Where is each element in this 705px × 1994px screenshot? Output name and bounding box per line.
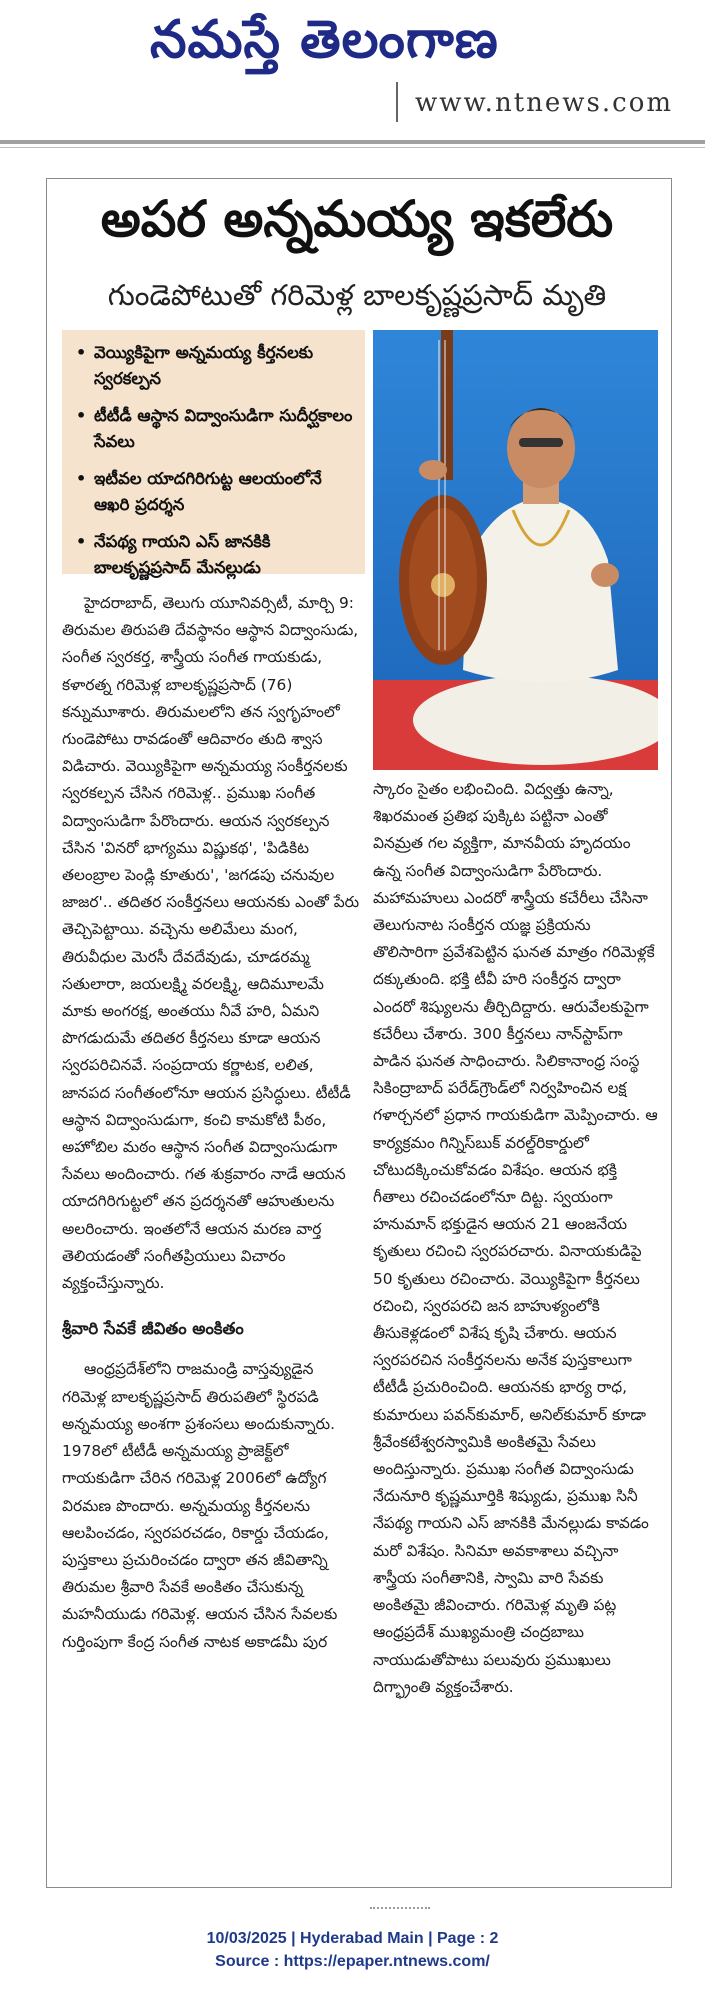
masthead-rule [0, 140, 705, 144]
article-body-right [373, 776, 658, 1701]
footer-source[interactable]: Source : https://epaper.ntnews.com/ [215, 1953, 490, 1970]
bullet-icon: • [76, 469, 87, 488]
highlights-box [62, 330, 365, 577]
masthead-divider [396, 82, 398, 122]
masthead [0, 0, 705, 150]
body-paragraph: ఆంధ్రప్రదేశ్‌లోని రాజమండ్రి వాస్తవ్యుడైన గరిమెళ్ల బాలకృష్ణప్రసాద్ తిరుపతిలో స్థిరపడి అన్నమయ్య అంశగా ప్రశంసలు అందుకున్నారు. 1978లో టీటీడీ అన్నమయ్య ప్రాజెక్ట్‌లో గాయకుడిగా చేరిన గరిమెళ్ల 2006లో ఉద్యోగ విరమణ పొందారు. అన్నమయ్య కీర్తనలను ఆలపించడం, స్వరపరచడం, రికార్డు చేయడం, పుస్తకాలు ప్రచురించడం ద్వారా తన జీవితాన్ని తిరుమల శ్రీవారి సేవకే అంకితం చేసుకున్న మహనీయుడు గరిమెళ్ల. ఆయన చేసిన సేవలకు గుర్తింపుగా కేంద్ర సంగీత నాటక అకాడమీ పుర [62, 1360, 338, 1651]
bullet-icon: • [76, 343, 87, 362]
article-photo [373, 330, 658, 770]
bullet-icon: • [76, 406, 87, 425]
bullet-icon: • [76, 532, 87, 551]
article-subheadline: గుండెపోటుతో గరిమెళ్ల బాలకృష్ణప్రసాద్ మృతి [107, 278, 607, 312]
article-headline: అపర అన్నమయ్య ఇకలేరు [100, 190, 614, 248]
highlight-item [74, 403, 359, 455]
highlight-text: వెయ్యికిపైగా అన్నమయ్య కీర్తనలకు స్వరకల్పన [94, 343, 314, 388]
article-body-left [62, 590, 362, 1656]
highlight-item [74, 466, 359, 518]
masthead-rule-thin [0, 147, 705, 148]
highlight-text: ఇటీవల యాదగిరిగుట్ట ఆలయంలోనే ఆఖరి ప్రదర్శన [94, 469, 322, 514]
newspaper-logo[interactable]: నమస్తే తెలంగాణ [150, 10, 499, 70]
highlights-list [62, 330, 365, 581]
highlight-text: నేపథ్య గాయని ఎస్ జానకికి బాలకృష్ణప్రసాద్ మేనల్లుడు [94, 532, 271, 577]
highlight-item [74, 340, 359, 392]
highlight-item [74, 529, 359, 581]
highlight-text: టీటీడీ ఆస్థాన విద్వాంసుడిగా సుదీర్ఘకాలం సేవలు [94, 406, 353, 451]
footer-divider [370, 1907, 430, 1912]
section-subhead: శ్రీవారి సేవకే జీవితం అంకితం [62, 1319, 244, 1339]
body-paragraph: హైదరాబాద్, తెలుగు యూనివర్సిటీ, మార్చి 9: తిరుమల తిరుపతి దేవస్థానం ఆస్థాన విద్వాంసుడు, సంగీత స్వరకర్త, శాస్త్రీయ సంగీత గాయకుడు, కళారత్న గరిమెళ్ల బాలకృష్ణప్రసాద్ (76) కన్నుమూశారు. తిరుమలలోని తన స్వగృహంలో గుండెపోటు రావడంతో ఆదివారం తుది శ్వాస విడిచారు. వెయ్యికిపైగా అన్నమయ్య సంకీర్తనలకు స్వరకల్పన చేసిన గరిమెళ్ల.. ప్రముఖ సంగీత విద్వాంసుడిగా పేరొందారు. ఆయన స్వరకల్పన చేసిన 'వినరో భాగ్యము విష్ణుకథ', 'పిడికిట తలంబ్రాల పెండ్లి కూతురు', 'జగడపు చనువుల జాజర'.. తదితర సంకీర్తనలు ఆయనకు ఎంతో పేరు తెచ్చిపెట్టాయి. వచ్చెను అలిమేలు మంగ, తిరువీధుల మెరసీ దేవదేవుడు, చూడరమ్మ సతులారా, జయలక్ష్మి వరలక్ష్మి, ఆదిమూలమే మాకు అంగరక్ష, అంతయు నీవే హరి, ఏమని పొగడుదుమే తదితర కీర్తనలు కూడా ఆయన స్వరపరిచినవే. సంప్రదాయ కర్ణాటక, లలిత, జానపద సంగీతంలోనూ ఆయన ప్రసిద్ధులు. టీటీడీ ఆస్థాన విద్వాంసుడుగా, కంచి కామకోటి పీఠం, అహోబిల మఠం ఆస్థాన సంగీత విద్వాంసుడుగా సేవలు అందించారు. గత శుక్రవారం నాడే ఆయన యాదగిరిగుట్టలో తన ప్రదర్శనతో ఆహుతులను అలరించారు. ఇంతలోనే ఆయన మరణ వార్త తెలియడంతో సంగీతప్రియులు విచారం వ్యక్తంచేస్తున్నారు. [62, 594, 360, 1293]
website-fragment: www.ntnews.com [415, 88, 674, 118]
footer-dateline: 10/03/2025 | Hyderabad Main | Page : 2 [206, 1930, 499, 1947]
musician-illustration [373, 330, 658, 770]
body-paragraph: స్కారం సైతం లభించింది. విద్వత్తు ఉన్నా, శిఖరమంత ప్రతిభ పుక్కిట పట్టినా ఎంతో వినమ్రత గల వ్యక్తిగా, మానవీయ హృదయం ఉన్న సంగీత విద్వాంసుడిగా పేరొందారు. మహామహులు ఎందరో శాస్త్రీయ కచేరీలు చేసినా తెలుగునాట సంకీర్తన యజ్ఞ ప్రక్రియను తొలిసారిగా ప్రవేశపెట్టిన ఘనత మాత్రం గరిమెళ్లకే దక్కుతుంది. భక్తి టీవీ హరి సంకీర్తన ద్వారా ఎందరో శిష్యులను తీర్చిదిద్దారు. ఆరువేలకుపైగా కచేరీలు చేశారు. 300 కీర్తనలు నాన్‌స్టాప్‌గా పాడిన ఘనత సాధించారు. సిలికానాంధ్ర సంస్థ సికింద్రాబాద్ పరేడ్‌గ్రౌండ్‌లో నిర్వహించిన లక్ష గళార్చనలో ప్రధాన గాయకుడిగా మెప్పించారు. ఆ కార్యక్రమం గిన్నిస్‌బుక్ వరల్డ్‌రికార్డులో చోటుదక్కించుకోవడం విశేషం. ఆయన భక్తి గీతాలు రచించడంలోనూ దిట్ట. స్వయంగా హనుమాన్ భక్తుడైన ఆయన 21 ఆంజనేయ కృతులు రచించి స్వరపరచారు. వినాయకుడిపై 50 కృతులు రచించారు. వెయ్యికిపైగా కీర్తనలు రచించి, స్వరపరచి జన బాహుళ్యంలోకి తీసుకెళ్లడంలో విశేష కృషి చేశారు. ఆయన స్వరపరచిన సంకీర్తనలను అనేక పుస్తకాలుగా టీటీడీ ప్రచురించింది. ఆయనకు భార్య రాధ, కుమారులు పవన్‌కుమార్, అనిల్‌కుమార్ కూడా శ్రీవేంకటేశ్వరస్వామికి అంకితమై సేవలు అందిస్తున్నారు. ప్రముఖ సంగీత విద్వాంసుడు నేదునూరి కృష్ణమూర్తికి శిష్యుడు, ప్రముఖ సినీ నేపథ్య గాయని ఎస్ జానకికి మేనల్లుడు కావడం మరో విశేషం. సినిమా అవకాశాలు వచ్చినా శాస్త్రీయ సంగీతానికి, స్వామి వారి సేవకు అంకితమై జీవించారు. గరిమెళ్ల మృతి పట్ల ఆంధ్రప్రదేశ్ ముఖ్యమంత్రి చంద్రబాబు నాయుడుతోపాటు పలువురు ప్రముఖులు దిగ్భ్రాంతి వ్యక్తంచేశారు. [373, 780, 658, 1696]
